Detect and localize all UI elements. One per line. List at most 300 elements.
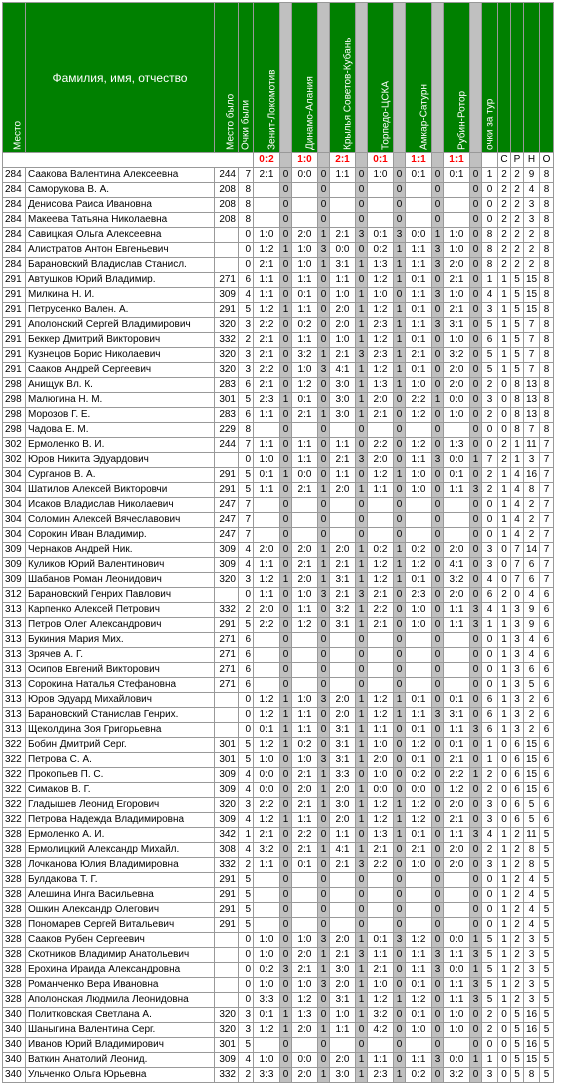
table-cell: 0 [498, 783, 511, 798]
table-cell: 0 [318, 498, 330, 513]
table-cell: 5 [239, 738, 254, 753]
table-cell: 15 [524, 273, 540, 288]
table-cell: Сааков Рубен Сергеевич [26, 933, 215, 948]
table-row [3, 768, 554, 783]
table-cell: 0 [280, 408, 292, 423]
table-cell: 0 [280, 768, 292, 783]
table-cell: Лочканова Юлия Владимировна [26, 858, 215, 873]
table-row [3, 483, 554, 498]
table-cell: 5 [239, 918, 254, 933]
table-cell: 6 [524, 573, 540, 588]
table-cell: 2:1 [292, 963, 318, 978]
table-cell [215, 963, 239, 978]
table-cell: 0:0 [292, 468, 318, 483]
table-cell: 0 [280, 378, 292, 393]
table-cell: 2:2 [292, 828, 318, 843]
table-cell: 0 [280, 873, 292, 888]
table-cell: 0 [432, 1008, 444, 1023]
table-cell: 7 [540, 513, 554, 528]
table-cell: 3 [239, 318, 254, 333]
table-cell: 0 [394, 888, 406, 903]
table-cell: 0:1 [444, 738, 470, 753]
table-cell: 1:2 [444, 783, 470, 798]
table-cell: 0:0 [292, 168, 318, 183]
table-cell: 4 [511, 498, 524, 513]
table-cell: 0 [482, 198, 498, 213]
table-cell: 302 [3, 453, 26, 468]
table-cell: 1:3 [368, 258, 394, 273]
table-cell: 0 [280, 618, 292, 633]
table-cell [330, 513, 356, 528]
table-cell: 3 [511, 618, 524, 633]
table-cell: 1 [394, 708, 406, 723]
table-cell: Анищук Вл. К. [26, 378, 215, 393]
table-cell [330, 528, 356, 543]
table-cell: 0 [356, 213, 368, 228]
table-cell: Гладышев Леонид Егорович [26, 798, 215, 813]
table-cell: 284 [3, 213, 26, 228]
table-cell: 0 [470, 1008, 482, 1023]
table-cell: 1 [470, 963, 482, 978]
table-cell: 0 [356, 423, 368, 438]
table-cell: 320 [215, 348, 239, 363]
table-cell: 0 [394, 963, 406, 978]
table-cell: 0 [318, 378, 330, 393]
table-cell: 7 [524, 318, 540, 333]
table-cell: 0 [280, 753, 292, 768]
result-2: 1:0 [292, 153, 318, 168]
table-cell: 1 [498, 963, 511, 978]
table-cell: 4 [239, 558, 254, 573]
extra-header-blank-3 [524, 3, 540, 153]
table-cell: Зрячев А. Г. [26, 648, 215, 663]
table-cell: 3:2 [292, 348, 318, 363]
table-cell: Чернаков Андрей Ник. [26, 543, 215, 558]
table-cell: 1 [356, 843, 368, 858]
table-cell: 328 [3, 993, 26, 1008]
table-cell: 1 [356, 783, 368, 798]
table-cell [406, 633, 432, 648]
table-cell: 1 [498, 528, 511, 543]
table-cell: 284 [3, 168, 26, 183]
table-cell: 291 [215, 903, 239, 918]
table-row [3, 948, 554, 963]
table-cell: 0:2 [406, 1068, 432, 1083]
table-cell: 1:1 [444, 618, 470, 633]
table-row [3, 993, 554, 1008]
table-cell [292, 183, 318, 198]
table-cell: 0 [470, 573, 482, 588]
table-cell: 3 [524, 963, 540, 978]
table-cell: 0 [498, 408, 511, 423]
table-cell: 298 [3, 393, 26, 408]
table-cell: 0 [318, 468, 330, 483]
table-cell: Алешина Инга Васильевна [26, 888, 215, 903]
table-cell: 7 [524, 423, 540, 438]
table-cell: 312 [3, 588, 26, 603]
table-cell: 1:2 [368, 303, 394, 318]
table-cell: 322 [3, 753, 26, 768]
table-cell: 3 [511, 723, 524, 738]
table-cell: 0 [318, 303, 330, 318]
table-cell: 0 [280, 783, 292, 798]
table-cell: 6 [540, 783, 554, 798]
table-cell: 2:0 [254, 603, 280, 618]
table-cell: 0 [318, 1053, 330, 1068]
table-cell: 6 [540, 693, 554, 708]
table-cell: 2:0 [330, 813, 356, 828]
table-row [3, 213, 554, 228]
table-row [3, 543, 554, 558]
table-cell: 2:0 [330, 693, 356, 708]
table-cell: 15 [524, 288, 540, 303]
table-cell: 0 [318, 393, 330, 408]
table-cell: 2:3 [368, 318, 394, 333]
table-cell: 3:1 [330, 258, 356, 273]
table-cell [215, 228, 239, 243]
table-cell: 0 [318, 288, 330, 303]
table-cell: 5 [482, 978, 498, 993]
table-cell: 0 [280, 183, 292, 198]
table-cell: 1 [356, 573, 368, 588]
table-cell: 6 [239, 633, 254, 648]
table-cell: 1:2 [368, 708, 394, 723]
table-cell: Морозов Г. Е. [26, 408, 215, 423]
table-cell: 1 [318, 963, 330, 978]
table-cell: 0 [280, 948, 292, 963]
table-cell: 1 [394, 693, 406, 708]
table-cell: 302 [3, 438, 26, 453]
table-row [3, 618, 554, 633]
table-cell: 313 [3, 603, 26, 618]
table-cell [215, 453, 239, 468]
table-cell [444, 678, 470, 693]
table-cell: 322 [3, 768, 26, 783]
table-cell: 291 [215, 888, 239, 903]
table-cell: 3 [470, 603, 482, 618]
table-cell [406, 528, 432, 543]
table-cell: 2:2 [254, 798, 280, 813]
table-cell: 3 [511, 648, 524, 663]
table-cell: 5 [511, 363, 524, 378]
table-cell: 1 [356, 258, 368, 273]
table-cell: 4:1 [444, 558, 470, 573]
table-cell: 0 [470, 348, 482, 363]
table-cell: 9 [524, 603, 540, 618]
table-cell: 2:2 [406, 393, 432, 408]
table-cell: 4 [482, 603, 498, 618]
table-cell: 3 [356, 453, 368, 468]
table-cell: 2:0 [330, 708, 356, 723]
table-cell: 1 [280, 693, 292, 708]
table-cell: 0 [470, 678, 482, 693]
table-cell: Бобин Дмитрий Серг. [26, 738, 215, 753]
table-cell: 1 [356, 543, 368, 558]
table-cell: 0 [432, 768, 444, 783]
table-cell: 5 [511, 318, 524, 333]
table-cell: 271 [215, 663, 239, 678]
table-cell: Алистратов Антон Евгеньевич [26, 243, 215, 258]
table-cell: 3 [470, 483, 482, 498]
table-cell: 5 [540, 1008, 554, 1023]
table-cell: 309 [215, 543, 239, 558]
table-cell: 0 [318, 168, 330, 183]
table-cell: 0 [394, 498, 406, 513]
table-cell: 0:2 [406, 768, 432, 783]
table-cell: 313 [3, 648, 26, 663]
table-cell: 0 [470, 588, 482, 603]
table-cell: 4 [524, 588, 540, 603]
table-cell: 3:1 [330, 753, 356, 768]
table-cell: Петров Олег Александрович [26, 618, 215, 633]
table-cell: 1:1 [368, 483, 394, 498]
table-cell: 0 [432, 603, 444, 618]
table-cell: 0 [432, 483, 444, 498]
table-cell: 3 [524, 453, 540, 468]
table-cell: 2 [511, 258, 524, 273]
table-cell [444, 873, 470, 888]
table-cell: 0 [394, 588, 406, 603]
table-cell: 1 [356, 303, 368, 318]
table-cell: 5 [540, 873, 554, 888]
table-cell: 0 [356, 648, 368, 663]
table-cell: 1:2 [292, 993, 318, 1008]
extra-header-blank-2 [511, 3, 524, 153]
table-cell: 1 [356, 933, 368, 948]
table-cell [444, 903, 470, 918]
table-cell: 6 [511, 783, 524, 798]
match-header-3: Крылья Советов-Кубань [330, 3, 356, 153]
table-cell: 0 [432, 798, 444, 813]
table-cell [444, 213, 470, 228]
table-cell: 0 [318, 738, 330, 753]
table-cell: 8 [540, 228, 554, 243]
table-cell: 1:1 [330, 468, 356, 483]
table-cell: 0 [356, 663, 368, 678]
table-cell: 3 [470, 948, 482, 963]
table-cell: 0 [356, 678, 368, 693]
table-cell: 0 [432, 933, 444, 948]
table-cell: 1 [318, 483, 330, 498]
table-cell: 1:1 [368, 948, 394, 963]
table-cell: 0 [239, 258, 254, 273]
table-cell: 1:1 [254, 483, 280, 498]
table-cell: 1:2 [254, 693, 280, 708]
table-cell: 0 [394, 288, 406, 303]
table-cell: 0 [280, 168, 292, 183]
table-cell: 2:1 [406, 348, 432, 363]
table-cell: 3:1 [330, 618, 356, 633]
table-cell [368, 513, 394, 528]
table-cell [444, 498, 470, 513]
table-row [3, 513, 554, 528]
table-cell: 0 [498, 813, 511, 828]
table-cell: 0 [470, 198, 482, 213]
table-cell: 8 [524, 858, 540, 873]
table-cell: 1:0 [254, 753, 280, 768]
table-cell: 0 [318, 423, 330, 438]
table-cell: 0 [470, 498, 482, 513]
table-cell: 1 [498, 468, 511, 483]
table-cell: 2 [239, 858, 254, 873]
table-cell: 1:0 [368, 738, 394, 753]
table-cell: 2 [524, 513, 540, 528]
table-cell: 5 [511, 303, 524, 318]
table-cell: 2:1 [444, 273, 470, 288]
table-cell: 0 [470, 273, 482, 288]
table-cell: 0 [470, 633, 482, 648]
table-cell [406, 513, 432, 528]
table-cell: 3 [482, 858, 498, 873]
table-cell: 1 [318, 768, 330, 783]
table-cell [330, 903, 356, 918]
table-cell [254, 423, 280, 438]
table-cell: 2:2 [254, 318, 280, 333]
table-cell: 0 [482, 663, 498, 678]
table-cell: 0 [318, 183, 330, 198]
table-cell: 1:1 [330, 273, 356, 288]
table-cell: 0 [432, 678, 444, 693]
table-cell: 2:1 [330, 588, 356, 603]
table-cell: 2:1 [292, 558, 318, 573]
table-cell: 0 [482, 1038, 498, 1053]
table-cell: 2 [498, 213, 511, 228]
table-row [3, 903, 554, 918]
table-cell: 2:2 [254, 363, 280, 378]
table-cell: 3 [524, 978, 540, 993]
table-cell: 0 [470, 228, 482, 243]
table-cell: 1 [318, 783, 330, 798]
table-cell: 1:2 [406, 558, 432, 573]
table-cell: 0 [394, 168, 406, 183]
table-cell: 0 [318, 813, 330, 828]
table-cell: 2:0 [292, 1023, 318, 1038]
table-cell [368, 663, 394, 678]
table-cell: 1:0 [330, 1008, 356, 1023]
table-cell: 0 [394, 1038, 406, 1053]
table-cell: 0:1 [406, 303, 432, 318]
table-cell: 0 [318, 333, 330, 348]
match-header-2: Динамо-Алания [292, 3, 318, 153]
table-row [3, 918, 554, 933]
table-cell: 7 [540, 453, 554, 468]
table-cell: Сааков Андрей Сергеевич [26, 363, 215, 378]
table-cell: 2 [511, 993, 524, 1008]
table-cell: 3 [470, 618, 482, 633]
table-cell: 0 [356, 198, 368, 213]
table-cell: 1 [356, 1053, 368, 1068]
table-cell: 1:0 [406, 618, 432, 633]
table-cell: 5 [540, 858, 554, 873]
table-cell: 2:0 [330, 318, 356, 333]
table-cell: 0 [280, 453, 292, 468]
table-cell: 1:2 [368, 468, 394, 483]
table-cell: 1:1 [292, 708, 318, 723]
table-cell: 0 [356, 243, 368, 258]
table-cell: 1:0 [254, 228, 280, 243]
standings-table [2, 2, 554, 1083]
table-cell: 1 [498, 843, 511, 858]
table-cell: 313 [3, 663, 26, 678]
table-cell: 5 [540, 978, 554, 993]
table-cell: 1 [318, 1023, 330, 1038]
table-cell: 1 [280, 573, 292, 588]
table-row [3, 723, 554, 738]
table-cell: 1:2 [368, 558, 394, 573]
table-cell: 0:1 [368, 228, 394, 243]
table-cell: 2:1 [292, 798, 318, 813]
table-cell: 1 [318, 543, 330, 558]
table-cell: 2:0 [444, 258, 470, 273]
table-cell [330, 1038, 356, 1053]
table-cell: 3 [432, 1053, 444, 1068]
table-cell: 2 [524, 243, 540, 258]
table-cell: 0 [470, 378, 482, 393]
table-cell [406, 213, 432, 228]
table-cell: 328 [3, 963, 26, 978]
table-cell: 16 [524, 1038, 540, 1053]
table-cell: 6 [540, 723, 554, 738]
table-cell [254, 1038, 280, 1053]
table-cell: 1 [356, 963, 368, 978]
table-cell: 5 [540, 933, 554, 948]
table-cell: 1:3 [368, 378, 394, 393]
table-cell: 2:0 [368, 453, 394, 468]
table-cell: 1 [356, 978, 368, 993]
table-cell: 0 [318, 213, 330, 228]
table-cell: 0 [318, 918, 330, 933]
table-cell [292, 423, 318, 438]
table-cell: 2:1 [254, 348, 280, 363]
table-cell: 5 [540, 828, 554, 843]
table-cell: 0:1 [406, 333, 432, 348]
table-cell: 8 [540, 258, 554, 273]
table-cell: 0 [432, 1023, 444, 1038]
table-cell: 7 [511, 558, 524, 573]
table-cell: 1 [482, 273, 498, 288]
table-cell: 0 [318, 528, 330, 543]
table-cell: 0 [498, 753, 511, 768]
table-cell: 309 [215, 783, 239, 798]
table-cell: 0 [432, 918, 444, 933]
table-cell: Беккер Дмитрий Викторович [26, 333, 215, 348]
table-row [3, 348, 554, 363]
table-row [3, 468, 554, 483]
match-header-4: Торпедо-ЦСКА [368, 3, 394, 153]
table-cell: 1:1 [254, 588, 280, 603]
table-cell: 11 [524, 438, 540, 453]
table-cell: 8 [511, 408, 524, 423]
table-cell: 0:0 [254, 783, 280, 798]
table-cell [368, 648, 394, 663]
table-cell: 1 [318, 348, 330, 363]
table-cell: 5 [482, 348, 498, 363]
table-cell [444, 663, 470, 678]
table-cell: 6 [540, 738, 554, 753]
table-cell [254, 213, 280, 228]
table-cell: 0:1 [406, 363, 432, 378]
table-cell: 1 [394, 573, 406, 588]
table-cell: 1 [394, 813, 406, 828]
table-cell [444, 633, 470, 648]
table-cell: 1 [498, 678, 511, 693]
table-cell: 2:0 [444, 588, 470, 603]
table-cell: 2:0 [444, 798, 470, 813]
table-cell: 1:1 [254, 438, 280, 453]
table-cell: 2 [511, 243, 524, 258]
table-cell: 5 [511, 1023, 524, 1038]
table-cell: 1:0 [368, 168, 394, 183]
